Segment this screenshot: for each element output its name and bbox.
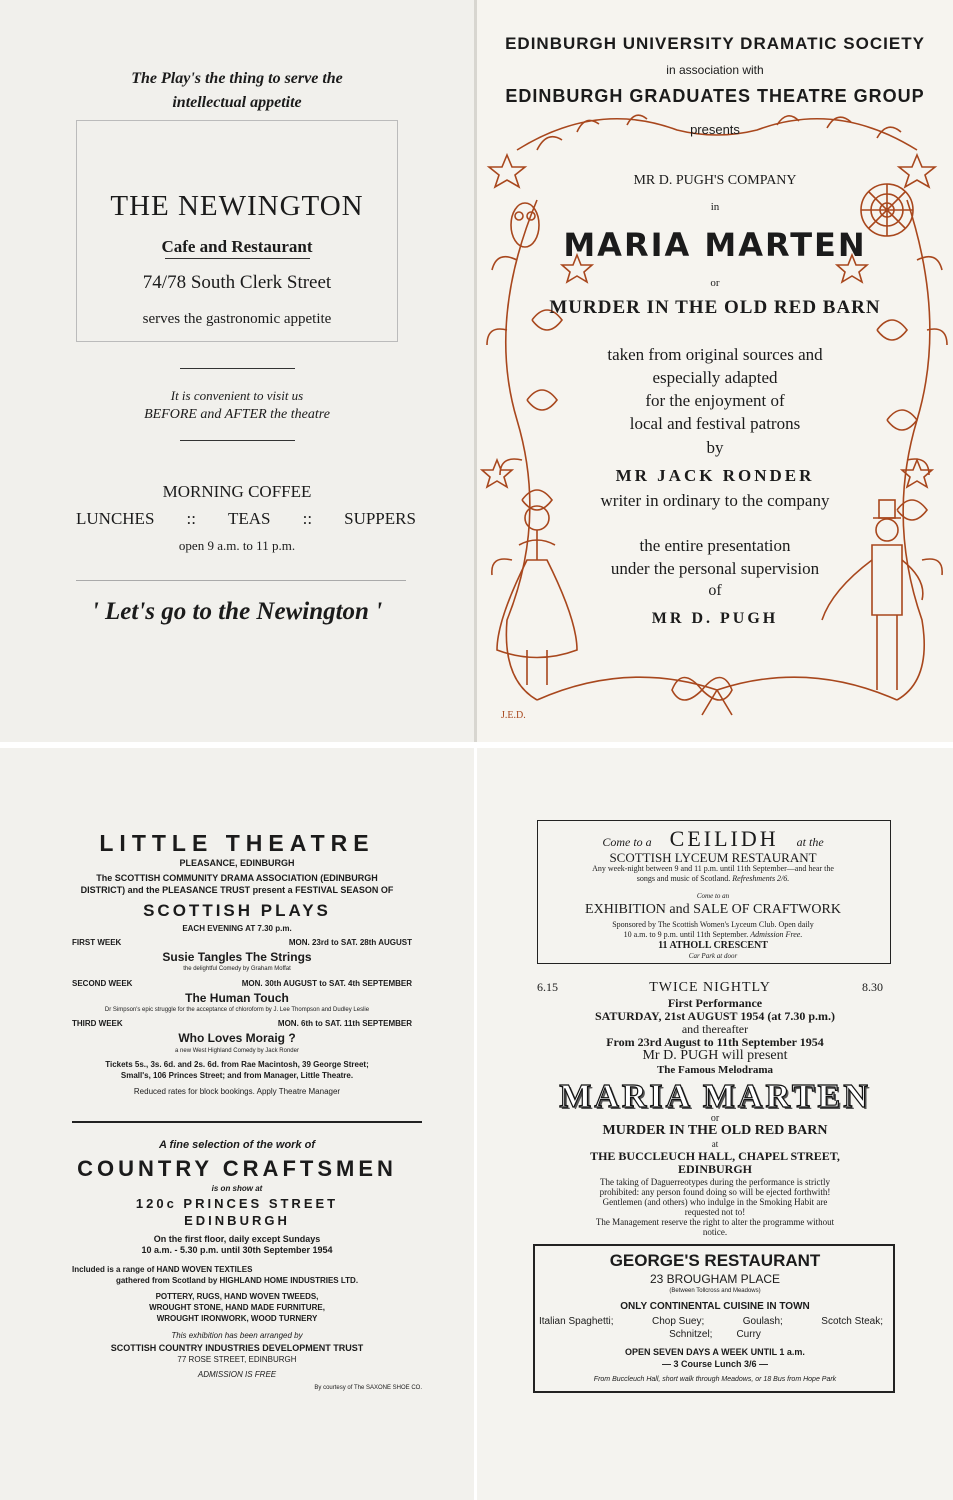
items-line-3: WROUGHT IRONWORK, WOOD TURNERY — [156, 1314, 318, 1323]
will-present: Mr D. PUGH will present — [642, 1048, 788, 1063]
season-title: SCOTTISH PLAYS — [143, 901, 331, 920]
cover-line-2: especially adapted — [652, 368, 778, 387]
bow — [672, 678, 732, 716]
warning-line-6: notice. — [702, 1227, 728, 1237]
admission-free: ADMISSION IS FREE — [197, 1370, 277, 1379]
exhibition-title: EXHIBITION and SALE OF CRAFTWORK — [585, 902, 841, 917]
georges-open: OPEN SEVEN DAYS A WEEK UNTIL 1 a.m. — [625, 1347, 805, 1357]
newington-hours: open 9 a.m. to 11 p.m. — [178, 538, 296, 553]
play-name: The Human Touch — [185, 991, 289, 1005]
ceilidh-title: CEILIDH — [669, 826, 779, 851]
twice-nightly-row — [537, 980, 883, 996]
author-name: MR JACK RONDER — [615, 466, 815, 485]
week-3-row — [72, 1019, 412, 1028]
arranged-text: This exhibition has been arranged by — [171, 1331, 303, 1340]
newington-address: 74/78 South Clerk Street — [142, 272, 332, 293]
little-theatre-page — [0, 748, 474, 1500]
melodrama-title: MARIA MARTEN — [559, 1078, 871, 1115]
dish: Italian Spaghetti; — [539, 1316, 614, 1327]
warning-line-1: The taking of Daguerreotypes during the performance is strictly — [600, 1177, 830, 1187]
melodrama-subtitle: MURDER IN THE OLD RED BARN — [602, 1123, 828, 1138]
georges-only: ONLY CONTINENTAL CUISINE IN TOWN — [620, 1301, 810, 1312]
separator: :: — [186, 509, 196, 528]
admission-free: Admission Free. — [750, 930, 803, 939]
play-name: Who Loves Moraig ? — [178, 1031, 296, 1045]
dish: Schnitzel; — [669, 1329, 713, 1340]
dish: Scotch Steak; — [821, 1316, 883, 1327]
suppers-label: SUPPERS — [344, 509, 416, 528]
newington-frame — [76, 120, 398, 342]
on-show-text: is on show at — [211, 1184, 263, 1193]
separator: :: — [302, 509, 313, 528]
little-theatre-intro-1: The SCOTTISH COMMUNITY DRAMA ASSOCIATION (EDINBURGH — [96, 873, 378, 883]
famous-melodrama: The Famous Melodrama — [656, 1064, 774, 1076]
performance-date: SATURDAY, 21st AUGUST 1954 (at 7.30 p.m.) — [594, 1009, 836, 1023]
section-divider — [72, 1121, 422, 1123]
newington-tagline-1: The Play's the thing to serve the — [131, 70, 343, 87]
bottom-garland — [537, 677, 897, 700]
newington-tagline-2: intellectual appetite — [172, 94, 302, 111]
cover-line-6: under the personal supervision — [610, 559, 820, 578]
dish: Goulash; — [742, 1316, 783, 1327]
georges-lunch: — 3 Course Lunch 3/6 — — [661, 1359, 769, 1369]
week-dates: MON. 6th to SAT. 11th SEPTEMBER — [277, 1019, 412, 1028]
newington-kind-rule — [165, 258, 310, 259]
play-note: the delightful Comedy by Graham Moffat — [183, 966, 291, 972]
play-note: Dr Simpson's epic struggle for the acceptance of chloroform by J. Lee Thompson and Dudley Leslie — [104, 1007, 370, 1013]
cover-line-1: taken from original sources and — [607, 345, 823, 364]
each-evening: EACH EVENING AT 7.30 p.m. — [182, 924, 292, 933]
newington-coffee: MORNING COFFEE — [162, 482, 312, 501]
week-dates: MON. 23rd to SAT. 28th AUGUST — [288, 938, 412, 947]
craftsmen-intro: A fine selection of the work of — [158, 1139, 316, 1151]
thereafter: and thereafter — [681, 1022, 749, 1036]
floor-line-1: On the first floor, daily except Sundays — [153, 1234, 321, 1244]
divider-rule — [180, 368, 295, 369]
at-the: at the — [796, 835, 824, 849]
georges-between: (Between Tollcross and Meadows) — [669, 1288, 761, 1294]
craftsmen-address-1: 120c PRINCES STREET — [135, 1196, 339, 1211]
atholl-address: 11 ATHOLL CRESCENT — [658, 940, 768, 951]
craftsmen-address-2: EDINBURGH — [184, 1213, 290, 1228]
assoc-text: in association with — [666, 63, 764, 77]
craftsmen-title: COUNTRY CRAFTSMEN — [77, 1156, 397, 1181]
little-theatre-title: LITTLE THEATRE — [99, 830, 375, 856]
company-name: MR D. PUGH'S COMPANY — [633, 173, 797, 188]
newington-ad-page — [0, 0, 474, 742]
society-name: EDINBURGH UNIVERSITY DRAMATIC SOCIETY — [505, 34, 925, 53]
car-park: Car Park at door — [688, 952, 738, 960]
warning-line-4: requested not to! — [684, 1207, 746, 1217]
warning-line-5: The Management reserve the right to alter the programme without — [595, 1217, 835, 1227]
ceilidh-desc-2: songs and music of Scotland. — [636, 874, 731, 883]
run-dates: From 23rd August to 11th September 1954 — [606, 1035, 824, 1049]
sponsored-line-1: Sponsored by The Scottish Women's Lyceum Club. Open daily — [612, 920, 814, 929]
items-line-1: POTTERY, RUGS, HAND WOVEN TWEEDS, — [155, 1292, 319, 1301]
in-text: in — [710, 201, 720, 213]
refreshments: Refreshments 2/6. — [732, 874, 790, 883]
little-theatre-intro-2: DISTRICT) and the PLEASANCE TRUST present a FESTIVAL SEASON OF — [80, 885, 394, 895]
at-text: at — [711, 1139, 719, 1149]
trust-address: 77 ROSE STREET, EDINBURGH — [177, 1355, 297, 1364]
lunches-label: LUNCHES — [76, 509, 155, 528]
dishes-row-1 — [539, 1316, 883, 1327]
writer-line: writer in ordinary to the company — [600, 491, 830, 510]
play-title: MARIA MARTEN — [563, 226, 867, 264]
items-line-2: WROUGHT STONE, HAND MADE FURNITURE, — [149, 1303, 325, 1312]
warning-line-3: Gentlemen (and others) who indulge in the Smoking Habit are — [602, 1197, 828, 1207]
ceilidh-restaurant: SCOTTISH LYCEUM RESTAURANT — [609, 850, 817, 865]
georges-name: GEORGE'S RESTAURANT — [609, 1251, 821, 1270]
newington-meals-row — [76, 509, 416, 529]
georges-address: 23 BROUGHAM PLACE — [649, 1272, 781, 1286]
courtesy-text: By courtesy of The SAXONE SHOE CO. — [314, 1385, 422, 1391]
included-line-2: gathered from Scotland by HIGHLAND HOME INDUSTRIES LTD. — [115, 1276, 359, 1285]
week-label: FIRST WEEK — [72, 938, 122, 947]
newington-slogan: ' Let's go to the Newington ' — [91, 598, 383, 625]
director-name: MR D. PUGH — [651, 610, 779, 627]
time-2: 8.30 — [862, 980, 883, 994]
floor-line-2: 10 a.m. - 5.30 p.m. until 30th September 1954 — [141, 1245, 333, 1255]
ceilidh-desc-1: Any week-night between 9 and 11 p.m. until 11th September—and hear the — [592, 864, 834, 873]
cover-line-5: the entire presentation — [639, 536, 791, 555]
come-to-a: Come to a — [602, 835, 652, 849]
artist-initials: J.E.D. — [501, 710, 526, 721]
twice-nightly: TWICE NIGHTLY — [649, 980, 771, 995]
presents-text: presents — [690, 122, 740, 137]
trust-name: SCOTTISH COUNTRY INDUSTRIES DEVELOPMENT TRUST — [110, 1343, 364, 1353]
hall-name: THE BUCCLEUCH HALL, CHAPEL STREET, — [590, 1149, 840, 1163]
dishes-row-2 — [477, 1329, 953, 1340]
week-2-row — [72, 979, 412, 988]
georges-directions: From Buccleuch Hall, short walk through Meadows, or 18 Bus from Hope Park — [593, 1376, 837, 1383]
newington-kind: Cafe and Restaurant — [161, 237, 313, 256]
performance-page — [477, 748, 953, 1500]
warning-line-2: prohibited: any person found doing so will be ejected forthwith! — [599, 1187, 831, 1197]
hall-city: EDINBURGH — [677, 1162, 752, 1176]
of-text: of — [708, 582, 722, 599]
dish: Curry — [736, 1329, 761, 1340]
dish: Chop Suey; — [652, 1316, 705, 1327]
divider-rule — [180, 440, 295, 441]
group-name: EDINBURGH GRADUATES THEATRE GROUP — [505, 86, 925, 106]
sponsored-line-2-row — [537, 930, 889, 939]
ceilidh-desc-2-row — [537, 874, 889, 883]
week-1-row — [72, 938, 412, 947]
little-theatre-venue: PLEASANCE, EDINBURGH — [179, 858, 295, 868]
sponsored-line-2: 10 a.m. to 9 p.m. until 11th September. — [623, 930, 749, 939]
or-text: or — [710, 1113, 720, 1124]
play-subtitle: MURDER IN THE OLD RED BARN — [549, 297, 881, 318]
newington-convenient: It is convenient to visit us — [170, 388, 304, 403]
first-performance: First Performance — [667, 996, 763, 1010]
newington-serves: serves the gastronomic appetite — [142, 311, 332, 327]
play-note: a new West Highland Comedy by Jack Ronder — [175, 1048, 299, 1054]
tickets-line-2: Small's, 106 Princes Street; and from Manager, Little Theatre. — [120, 1071, 354, 1080]
week-dates: MON. 30th AUGUST to SAT. 4th SEPTEMBER — [241, 979, 412, 988]
time-1: 6.15 — [537, 980, 558, 994]
play-name: Susie Tangles The Strings — [162, 950, 312, 964]
reduced-rates: Reduced rates for block bookings. Apply Theatre Manager — [133, 1087, 341, 1096]
cover-line-3: for the enjoyment of — [645, 391, 785, 410]
tickets-line-1: Tickets 5s., 3s. 6d. and 2s. 6d. from Rae Macintosh, 39 George Street; — [105, 1060, 369, 1069]
divider-rule — [76, 580, 406, 581]
come-to-an: Come to an — [696, 892, 730, 900]
week-label: THIRD WEEK — [72, 1019, 123, 1028]
newington-name: THE NEWINGTON — [110, 190, 364, 222]
cover-line-4: local and festival patrons — [629, 414, 801, 433]
by-text: by — [706, 438, 724, 457]
teas-label: TEAS — [228, 509, 271, 528]
newington-before-after: BEFORE and AFTER the theatre — [144, 407, 330, 422]
programme-cover — [477, 0, 953, 742]
week-label: SECOND WEEK — [72, 979, 133, 988]
included-line-1: Included is a range of HAND WOVEN TEXTILES — [72, 1265, 253, 1274]
or-text: or — [710, 277, 720, 289]
